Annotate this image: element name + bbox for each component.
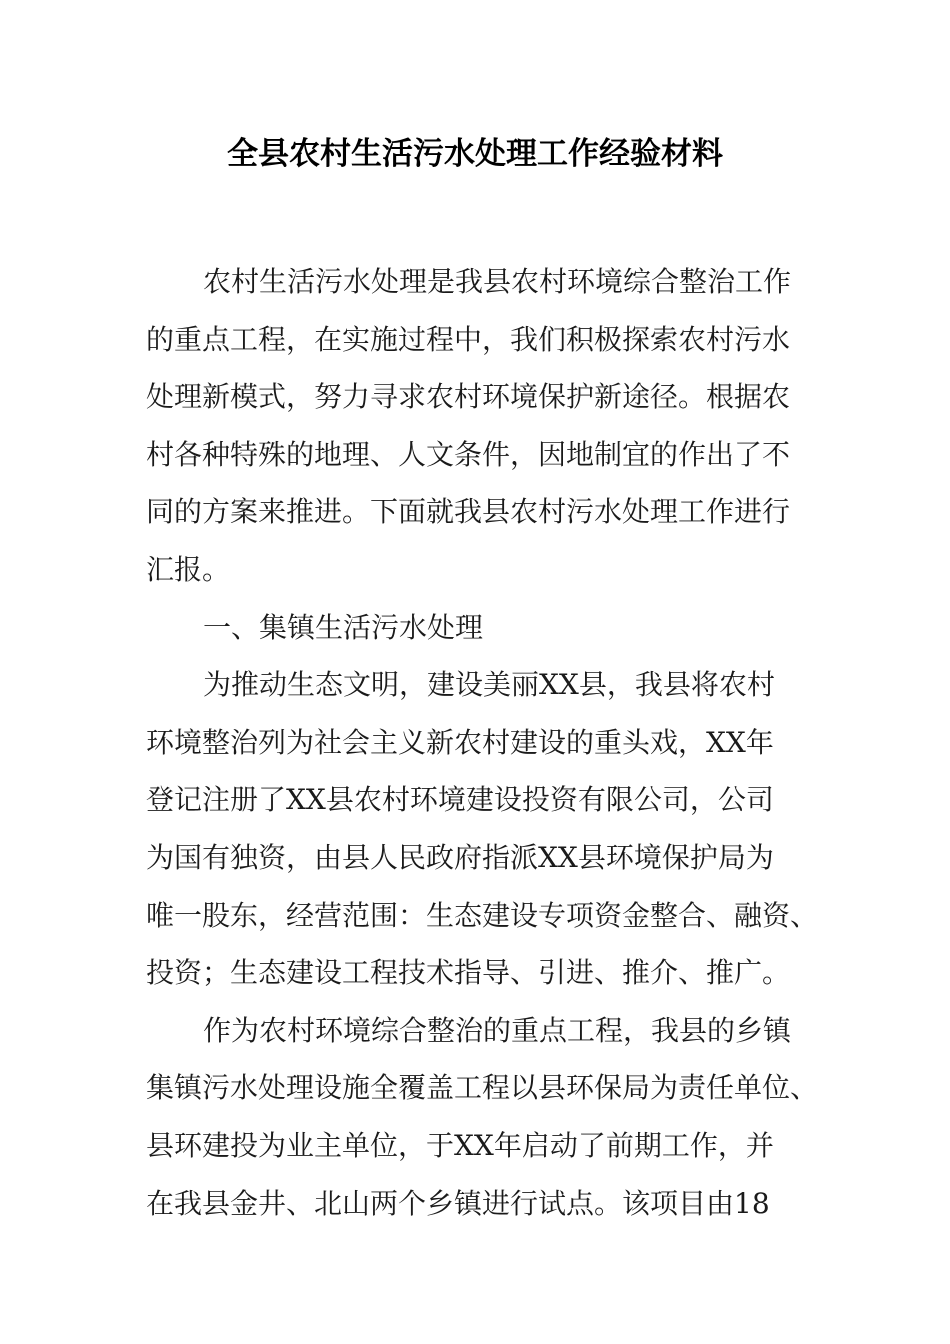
text-line: 唯一股东，经营范围：生态建设专项资金整合、融资、 [146,898,819,932]
text-line: 同的方案来推进。下面就我县农村污水处理工作进行 [146,495,791,529]
text-line: 农村生活污水处理是我县农村环境综合整治工作 [203,265,792,298]
document-title: 全县农村生活污水处理工作经验材料 [227,136,723,172]
text-line: 处理新模式，努力寻求农村环境保护新途径。根据农 [146,380,791,414]
text-line: 集镇污水处理设施全覆盖工程以县环保局为责任单位、 [146,1071,819,1105]
text-line: 作为农村环境综合整治的重点工程，我县的乡镇 [203,1013,792,1047]
document-body [146,253,819,1232]
section-heading: 一、集镇生活污水处理 [203,610,484,644]
text-line: 在我县金井、北山两个乡镇进行试点。该项目由18 [146,1186,770,1220]
text-line: 为推动生态文明，建设美丽XX县，我县将农村 [203,668,775,702]
text-line: 登记注册了XX县农村环境建设投资有限公司，公司 [146,783,774,817]
text-line: 投资；生态建设工程技术指导、引进、推介、推广。 [146,956,791,990]
text-line: 村各种特殊的地理、人文条件，因地制宜的作出了不 [146,437,791,471]
text-line: 县环建投为业主单位，于XX年启动了前期工作，并 [146,1128,774,1162]
text-line: 的重点工程，在实施过程中，我们积极探索农村污水 [146,322,791,356]
text-line: 汇报。 [146,552,231,586]
text-line: 为国有独资，由县人民政府指派XX县环境保护局为 [146,840,774,874]
text-line: 环境整治列为社会主义新农村建设的重头戏，XX年 [146,725,774,759]
